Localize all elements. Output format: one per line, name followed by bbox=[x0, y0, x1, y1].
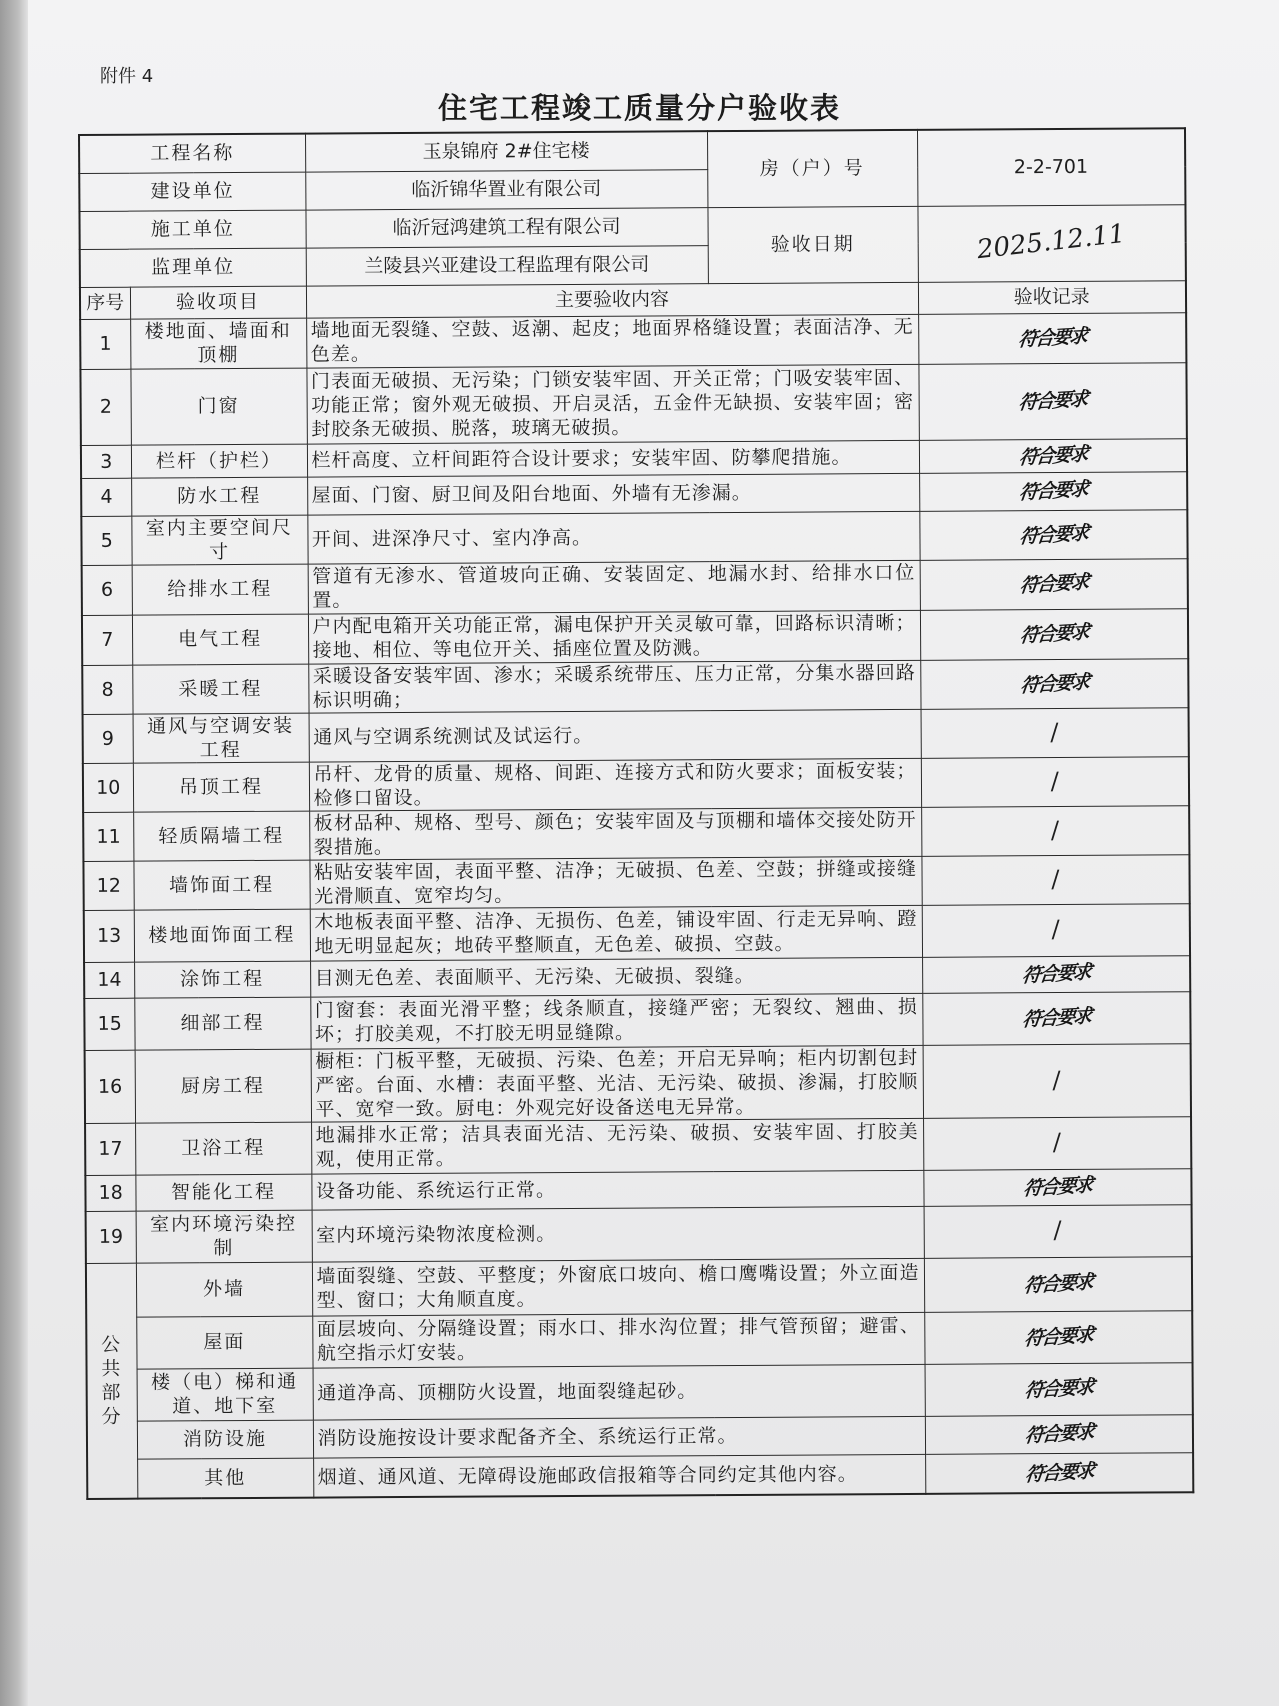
public-row bbox=[86, 1256, 1192, 1317]
row-number: 11 bbox=[83, 812, 133, 861]
public-content: 墙面裂缝、空鼓、平整度；外窗底口坡向、檐口鹰嘴设置；外立面造型、窗口；大角顺直度。 bbox=[312, 1258, 924, 1316]
public-row bbox=[87, 1362, 1193, 1421]
row-item: 卫浴工程 bbox=[135, 1122, 311, 1175]
row-item: 栏杆（护栏） bbox=[131, 444, 307, 478]
row-content: 户内配电箱开关功能正常，漏电保护开关灵敏可靠，回路标识清晰；接地、相位、等电位开关、插座位置及防溅。 bbox=[308, 610, 920, 664]
row-content: 木地板表面平整、洁净、无损伤、色差，铺设牢固、行走无异响、蹬地无明显起灰；地砖平整顺直，无色差、破损、空鼓。 bbox=[310, 905, 922, 961]
table-row bbox=[83, 756, 1189, 812]
row-record bbox=[921, 756, 1189, 807]
not-applicable-mark: / bbox=[1051, 864, 1060, 893]
public-content: 烟道、通风道、无障碍设施邮政信报箱等合同约定其他内容。 bbox=[313, 1454, 925, 1498]
row-number: 5 bbox=[81, 516, 131, 565]
date-label: 验收日期 bbox=[707, 206, 917, 283]
table-row bbox=[81, 509, 1187, 565]
row-number: 2 bbox=[80, 369, 130, 445]
row-item: 涂饰工程 bbox=[134, 961, 310, 998]
row-content: 板材品种、规格、型号、颜色；安装牢固及与顶棚和墙体交接处防开裂措施。 bbox=[309, 807, 921, 860]
row-item: 防水工程 bbox=[131, 477, 307, 516]
table-row bbox=[83, 707, 1189, 763]
col-header-item: 验收项目 bbox=[130, 286, 306, 319]
public-record bbox=[925, 1414, 1193, 1454]
handwritten-record: 符合要求 bbox=[1018, 620, 1090, 648]
col-header-no: 序号 bbox=[80, 287, 130, 319]
public-item: 其他 bbox=[137, 1458, 313, 1499]
handwritten-record: 符合要求 bbox=[1017, 521, 1089, 548]
project-name-label: 工程名称 bbox=[79, 134, 305, 173]
row-number: 9 bbox=[83, 714, 133, 763]
handwritten-record: 符合要求 bbox=[1017, 442, 1088, 469]
handwritten-record: 符合要求 bbox=[1021, 1173, 1093, 1201]
row-number: 13 bbox=[84, 910, 134, 962]
row-number: 15 bbox=[84, 998, 134, 1050]
row-number: 1 bbox=[80, 319, 130, 369]
public-content: 消防设施按设计要求配备齐全、系统运行正常。 bbox=[313, 1416, 925, 1458]
handwritten-record: 符合要求 bbox=[1023, 1420, 1094, 1448]
handwritten-record: 符合要求 bbox=[1016, 324, 1088, 352]
handwritten-record: 符合要求 bbox=[1017, 387, 1088, 415]
col-header-content: 主要验收内容 bbox=[306, 282, 918, 318]
not-applicable-mark: / bbox=[1053, 1216, 1062, 1245]
builder-value: 临沂锦华置业有限公司 bbox=[305, 169, 707, 209]
contractor-label: 施工单位 bbox=[79, 210, 305, 249]
supervisor-value: 兰陵县兴亚建设工程监理有限公司 bbox=[306, 245, 708, 285]
row-record bbox=[923, 1168, 1191, 1206]
header-row-contractor bbox=[79, 204, 1185, 249]
row-record bbox=[922, 903, 1190, 957]
handwritten-record: 符合要求 bbox=[1018, 570, 1089, 598]
room-value: 2-2-701 bbox=[917, 128, 1185, 206]
row-record bbox=[920, 658, 1188, 709]
row-content: 目测无色差、表面顺平、无污染、无破损、裂缝。 bbox=[310, 957, 922, 997]
row-content: 橱柜：门板平整，无破损、污染、色差；开启无异响；柜内切割包封严密。台面、水槽：表面平整、光洁、无污染、破损、渗漏，打胶顺平、宽窄一致。厨电：外观完好设备送电无异常。 bbox=[311, 1045, 923, 1122]
handwritten-record: 符合要求 bbox=[1018, 670, 1090, 697]
project-name-value: 玉泉锦府 2#住宅楼 bbox=[305, 131, 707, 171]
row-record bbox=[919, 471, 1187, 511]
public-item: 消防设施 bbox=[137, 1420, 313, 1459]
row-content: 门窗套：表面光滑平整；线条顺直，接缝严密；无裂纹、翘曲、损坏；打胶美观，不打胶无明显缝隙。 bbox=[310, 993, 922, 1049]
table-row bbox=[83, 854, 1189, 910]
table-row bbox=[82, 658, 1188, 714]
public-content: 面层坡向、分隔缝设置；雨水口、排水沟位置；排气管预留；避雷、航空指示灯安装。 bbox=[312, 1312, 924, 1368]
handwritten-record: 符合要求 bbox=[1023, 1459, 1095, 1486]
builder-label: 建设单位 bbox=[79, 172, 305, 211]
row-number: 6 bbox=[82, 565, 132, 615]
public-record bbox=[924, 1310, 1192, 1364]
row-record bbox=[921, 707, 1189, 758]
row-item: 厨房工程 bbox=[135, 1049, 311, 1123]
row-item: 电气工程 bbox=[132, 614, 308, 665]
row-item: 室内主要空间尺寸 bbox=[131, 515, 307, 565]
date-handwriting: 2025.12.11 bbox=[975, 218, 1128, 266]
row-number: 14 bbox=[84, 962, 134, 998]
contractor-value: 临沂冠鸿建筑工程有限公司 bbox=[305, 207, 707, 247]
row-item: 室内环境污染控制 bbox=[136, 1210, 312, 1263]
row-record bbox=[919, 509, 1187, 560]
not-applicable-mark: / bbox=[1050, 766, 1059, 795]
not-applicable-mark: / bbox=[1051, 915, 1060, 944]
row-number: 8 bbox=[82, 665, 132, 714]
handwritten-record: 符合要求 bbox=[1017, 477, 1089, 505]
row-item: 给排水工程 bbox=[132, 564, 308, 615]
row-item: 智能化工程 bbox=[135, 1174, 311, 1211]
room-label: 房（户）号 bbox=[707, 130, 917, 207]
row-item: 采暖工程 bbox=[132, 664, 308, 714]
row-record bbox=[919, 438, 1187, 473]
public-row bbox=[86, 1310, 1192, 1369]
attachment-label: 附件 4 bbox=[100, 66, 154, 87]
table-row bbox=[85, 1043, 1191, 1123]
date-value bbox=[917, 204, 1185, 282]
row-item: 门窗 bbox=[130, 368, 306, 445]
row-record bbox=[923, 1116, 1191, 1170]
handwritten-record: 符合要求 bbox=[1022, 1270, 1094, 1298]
table-row bbox=[84, 903, 1190, 962]
row-number: 7 bbox=[82, 615, 132, 665]
row-record bbox=[921, 854, 1189, 905]
row-item: 轻质隔墙工程 bbox=[133, 811, 309, 861]
row-content: 屋面、门窗、厨卫间及阳台地面、外墙有无渗漏。 bbox=[307, 473, 919, 515]
row-record bbox=[922, 991, 1190, 1045]
table-row bbox=[83, 805, 1189, 861]
table-row bbox=[85, 1116, 1191, 1175]
row-item: 楼地面、墙面和顶棚 bbox=[130, 318, 306, 369]
table-row bbox=[86, 1204, 1192, 1263]
row-record bbox=[920, 558, 1188, 610]
row-content: 通风与空调系统测试及试运行。 bbox=[309, 709, 921, 762]
row-content: 管道有无渗水、管道坡向正确、安装固定、地漏水封、给排水口位置。 bbox=[308, 560, 920, 614]
row-content: 门表面无破损、无污染；门锁安装牢固、开关正常；门吸安装牢固、功能正常；窗外观无破损、开启灵活，五金件无缺损、安装牢固；密封胶条无破损、脱落，玻璃无破损。 bbox=[306, 364, 918, 444]
row-content: 吊杆、龙骨的质量、规格、间距、连接方式和防火要求；面板安装；检修口留设。 bbox=[309, 758, 921, 811]
public-item: 楼（电）梯和通道、地下室 bbox=[137, 1368, 313, 1421]
row-number: 4 bbox=[81, 478, 131, 516]
row-item: 吊顶工程 bbox=[133, 762, 309, 812]
public-item: 屋面 bbox=[136, 1316, 312, 1369]
public-content: 通道净高、顶棚防火设置，地面裂缝起砂。 bbox=[313, 1364, 925, 1420]
public-record bbox=[925, 1452, 1193, 1494]
row-record bbox=[922, 955, 1190, 993]
row-number: 10 bbox=[83, 763, 133, 812]
public-record bbox=[924, 1256, 1192, 1312]
acceptance-form-table bbox=[78, 127, 1194, 1500]
row-record bbox=[923, 1043, 1191, 1118]
row-record bbox=[918, 362, 1186, 440]
public-section-label: 公共 部分 bbox=[86, 1263, 137, 1499]
row-item: 通风与空调安装工程 bbox=[133, 713, 309, 763]
not-applicable-mark: / bbox=[1050, 717, 1059, 746]
col-header-record: 验收记录 bbox=[918, 280, 1186, 314]
table-row bbox=[82, 608, 1188, 665]
row-number: 17 bbox=[85, 1123, 135, 1175]
row-record bbox=[924, 1204, 1192, 1258]
not-applicable-mark: / bbox=[1050, 815, 1060, 844]
row-record bbox=[918, 312, 1186, 364]
row-number: 18 bbox=[85, 1175, 135, 1211]
row-item: 细部工程 bbox=[134, 997, 310, 1050]
row-content: 开间、进深净尺寸、室内净高。 bbox=[307, 511, 919, 564]
row-content: 栏杆高度、立杆间距符合设计要求；安装牢固、防攀爬措施。 bbox=[307, 440, 919, 477]
public-row bbox=[87, 1452, 1193, 1499]
not-applicable-mark: / bbox=[1052, 1065, 1061, 1094]
row-content: 粘贴安装牢固，表面平整、洁净；无破损、色差、空鼓；拼缝或接缝光滑顺直、宽窄均匀。 bbox=[309, 856, 921, 909]
form-title: 住宅工程竣工质量分户验收表 bbox=[437, 91, 841, 125]
supervisor-label: 监理单位 bbox=[80, 248, 306, 287]
public-record bbox=[925, 1362, 1193, 1416]
row-content: 地漏排水正常；洁具表面光洁、无污染、破损、安装牢固、打胶美观，使用正常。 bbox=[311, 1118, 923, 1174]
row-number: 16 bbox=[85, 1050, 135, 1123]
row-number: 19 bbox=[86, 1211, 136, 1263]
row-number: 3 bbox=[81, 445, 131, 478]
header-row-project bbox=[79, 128, 1185, 173]
not-applicable-mark: / bbox=[1052, 1128, 1062, 1157]
row-content: 墙地面无裂缝、空鼓、返潮、起皮；地面界格缝设置；表面洁净、无色差。 bbox=[306, 314, 918, 368]
row-content: 设备功能、系统运行正常。 bbox=[311, 1170, 923, 1210]
row-item: 墙饰面工程 bbox=[133, 860, 309, 910]
table-row bbox=[80, 362, 1186, 445]
row-record bbox=[921, 805, 1189, 856]
table-row bbox=[82, 558, 1188, 615]
handwritten-record: 符合要求 bbox=[1022, 1323, 1094, 1351]
row-content: 室内环境污染物浓度检测。 bbox=[312, 1206, 924, 1262]
row-number: 12 bbox=[83, 861, 133, 910]
table-row bbox=[80, 312, 1186, 369]
handwritten-record: 符合要求 bbox=[1020, 960, 1092, 988]
row-record bbox=[920, 608, 1188, 660]
public-item: 外墙 bbox=[136, 1262, 312, 1317]
table-row bbox=[84, 991, 1190, 1050]
handwritten-record: 符合要求 bbox=[1020, 1004, 1092, 1032]
row-content: 采暖设备安装牢固、渗水；采暖系统带压、压力正常，分集水器回路标识明确； bbox=[308, 660, 920, 713]
handwritten-record: 符合要求 bbox=[1023, 1375, 1094, 1403]
row-item: 楼地面饰面工程 bbox=[134, 909, 310, 962]
